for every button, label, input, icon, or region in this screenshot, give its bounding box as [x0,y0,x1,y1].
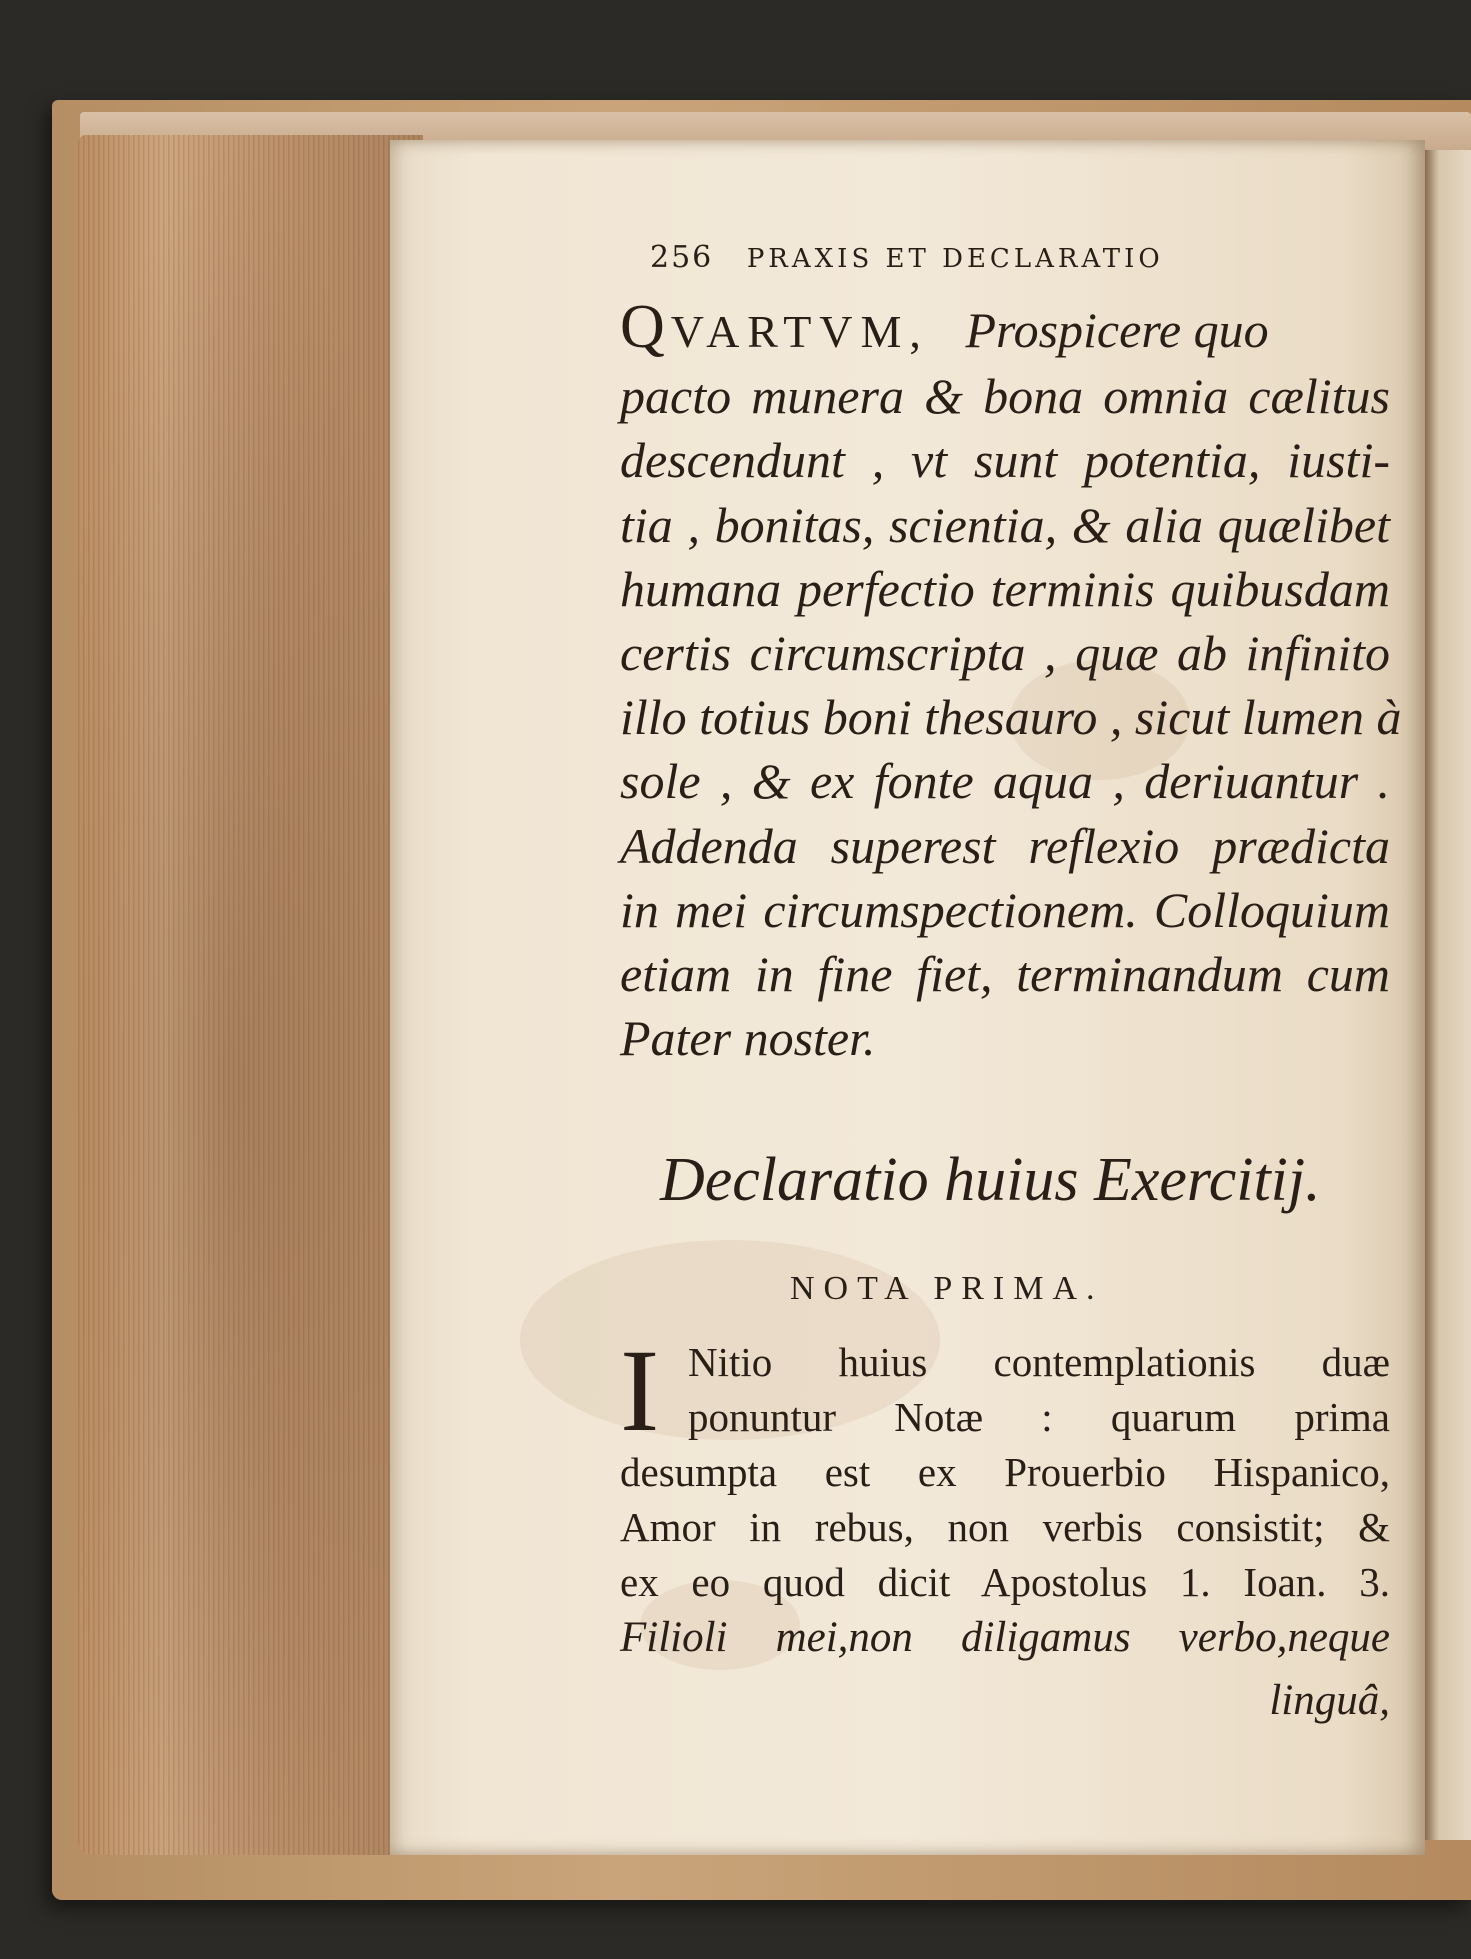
paragraph-line: humana perfectio terminis quibusdam [620,560,1390,617]
page-number: 256 [650,240,714,275]
paragraph-line: Nitio huius contemplationis duæ [688,1339,1390,1385]
paragraph-line: etiam in fine fiet, terminandum cum [620,946,1390,1003]
paragraph-line: desumpta est ex Prouerbio Hispanico, [620,1449,1390,1495]
next-page-edge [1425,150,1471,1840]
running-head-title: PRAXIS ET DECLARATIO [746,244,1164,274]
subsection-title: NOTA PRIMA. [790,1270,1104,1307]
paragraph-line: tia , bonitas, scientia, & alia quælibet [620,496,1390,553]
page-block-shading [78,135,423,1855]
lead-letter: Q [620,293,665,361]
paragraph-line: ponuntur Notæ : quarum prima [688,1394,1390,1440]
section-title: Declaratio huius Exercitij. [660,1146,1321,1214]
nota-paragraph [620,1335,1390,1665]
paragraph-line: pacto munera & bona omnia cælitus [620,368,1390,425]
paragraph-line: Addenda superest reflexio prædicta [620,817,1390,874]
paragraph-line-text: Prospicere quo [965,302,1269,358]
paragraph-line: descendunt , vt sunt potentia, iusti- [620,432,1390,489]
catchword: linguâ, [1269,1677,1390,1724]
paragraph-line: illo totius boni thesauro , sicut lumen à [620,689,1402,746]
paragraph-line: Filioli mei,non diligamus verbo,neque [620,1614,1390,1661]
paragraph-line: certis circumscripta , quæ ab infinito [620,625,1390,682]
lead-word: VARTVM, [670,306,929,357]
running-head [650,240,1350,275]
paragraph-line: ex eo quod dicit Apostolus 1. Ioan. 3. [620,1559,1390,1605]
paragraph-line [620,295,1390,364]
paragraph-line: in mei circumspectionem. Colloquium [620,881,1390,938]
quartum-paragraph [620,293,1402,1070]
drop-cap: I [620,1325,660,1456]
paragraph-line: Amor in rebus, non verbis consistit; & [620,1504,1390,1550]
paragraph-line: sole , & ex fonte aqua , deriuantur . [620,753,1390,810]
paragraph-line: Pater noster. [620,1010,876,1067]
